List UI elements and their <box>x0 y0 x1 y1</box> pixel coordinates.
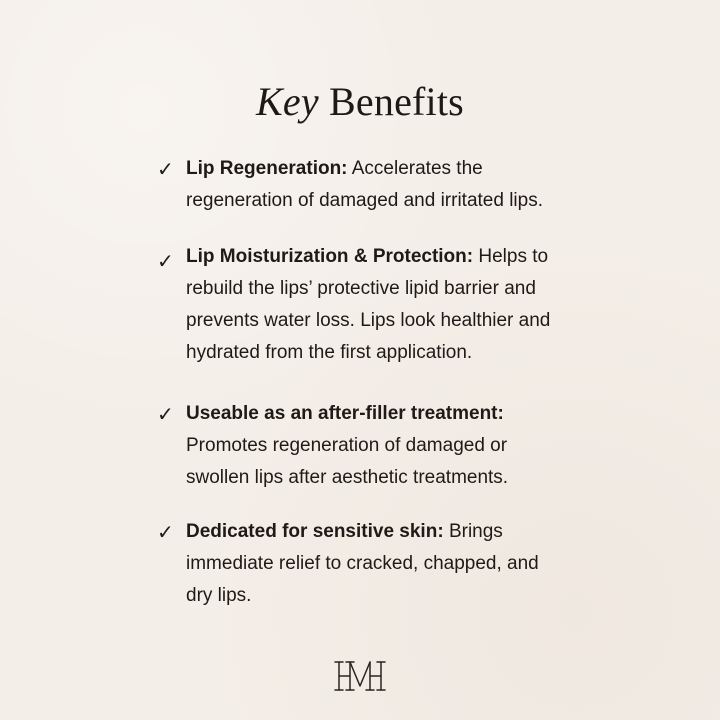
page-title <box>0 78 720 126</box>
benefit-description: Helps to rebuild the lips’ protective lipid barrier and prevents water loss. Lips look healthier and hydrated from the first application. <box>186 246 551 363</box>
benefit-title: Lip Regeneration: <box>186 158 348 179</box>
benefit-text <box>186 398 566 494</box>
benefit-title: Lip Moisturization & Protection: <box>186 246 474 267</box>
checkmark-icon: ✓ <box>157 157 174 181</box>
benefit-description: Brings immediate relief to cracked, chapped, and dry lips. <box>186 521 539 606</box>
benefit-text <box>186 153 566 217</box>
benefit-description: Accelerates the regeneration of damaged and irritated lips. <box>186 158 544 211</box>
checkmark-icon: ✓ <box>157 402 174 426</box>
benefit-description: Promotes regeneration of damaged or swollen lips after aesthetic treatments. <box>186 435 509 488</box>
checkmark-icon: ✓ <box>157 249 174 273</box>
checkmark-icon: ✓ <box>157 520 174 544</box>
benefit-title: Dedicated for sensitive skin: <box>186 521 444 542</box>
benefit-text <box>186 241 566 369</box>
title-rest: Benefits <box>329 79 464 124</box>
logo-mark <box>332 656 388 696</box>
benefit-title: Useable as an after-filler treatment: <box>186 403 504 424</box>
title-italic: Key <box>256 79 319 124</box>
brand-logo-icon <box>332 656 388 696</box>
benefit-text <box>186 516 566 612</box>
